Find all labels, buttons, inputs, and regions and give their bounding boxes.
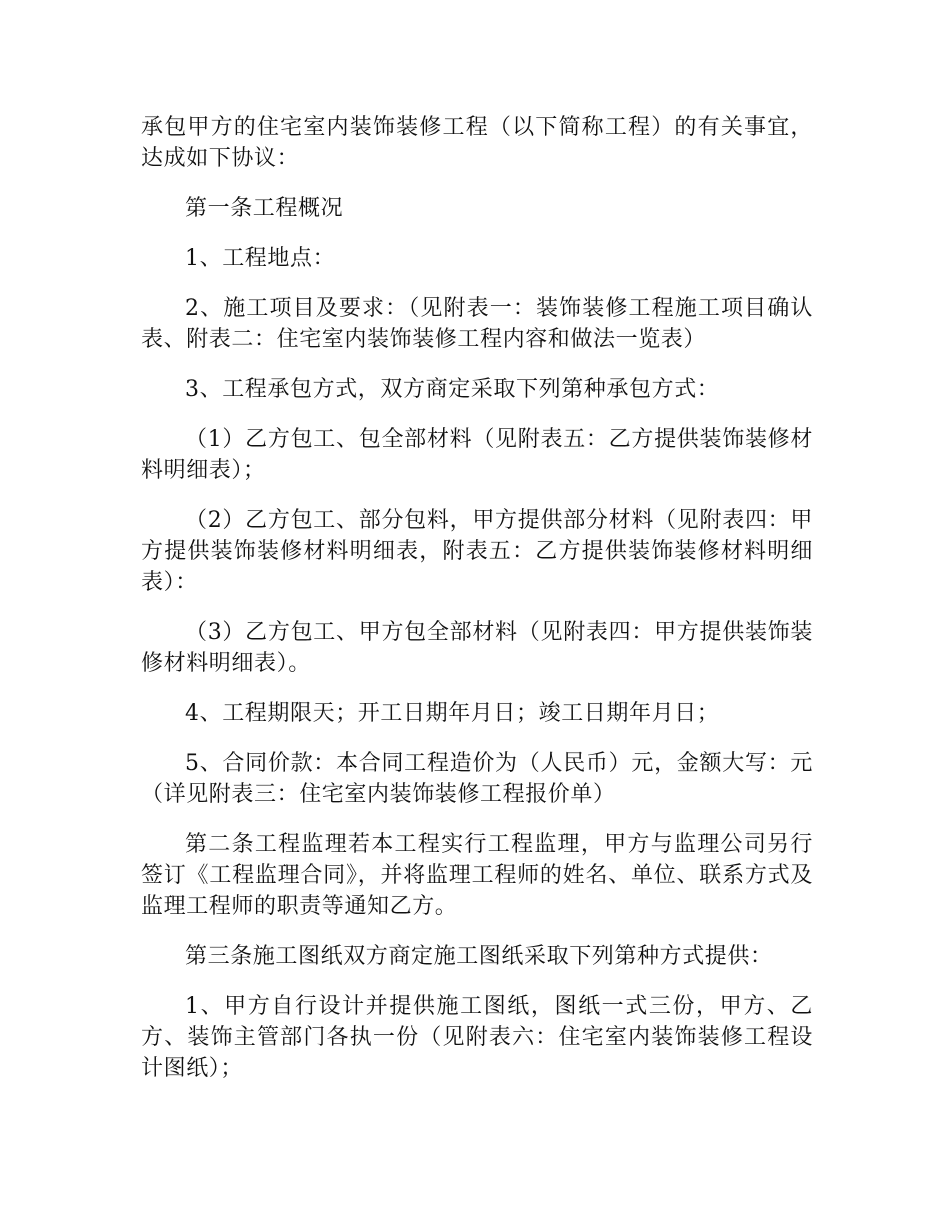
paragraph-project-location: 1、工程地点： bbox=[185, 246, 336, 271]
paragraph-contract-method: 3、工程承包方式，双方商定采取下列第种承包方式： bbox=[185, 377, 720, 402]
paragraph-option-2: （2）乙方包工、部分包料，甲方提供部分材料（见附表四：甲方提供装饰装修材料明细表，附表五：乙方提供装饰装修材料明细表）： bbox=[141, 508, 813, 595]
paragraph-option-1: （1）乙方包工、包全部材料（见附表五：乙方提供装饰装修材料明细表）； bbox=[141, 427, 813, 483]
paragraph-intro: 承包甲方的住宅室内装饰装修工程（以下简称工程）的有关事宜，达成如下协议： bbox=[141, 115, 813, 171]
paragraph-article-2: 第二条工程监理若本工程实行工程监理，甲方与监理公司另行签订《工程监理合同》，并将监理工程师的姓名、单位、联系方式及监理工程师的职责等通知乙方。 bbox=[141, 832, 813, 919]
paragraph-contract-price: 5、合同价款：本合同工程造价为（人民币）元，金额大写：元（详见附表三：住宅室内装饰装修工程报价单） bbox=[141, 751, 813, 807]
paragraph-project-period: 4、工程期限天；开工日期年月日；竣工日期年月日； bbox=[185, 701, 720, 726]
paragraph-drawings-option-1: 1、甲方自行设计并提供施工图纸，图纸一式三份，甲方、乙方、装饰主管部门各执一份（见附表六：住宅室内装饰装修工程设计图纸）； bbox=[141, 994, 813, 1081]
document-body bbox=[141, 112, 813, 1103]
paragraph-construction-items: 2、施工项目及要求：（见附表一：装饰装修工程施工项目确认表、附表二：住宅室内装饰装修工程内容和做法一览表） bbox=[141, 296, 813, 352]
paragraph-option-3: （3）乙方包工、甲方包全部材料（见附表四：甲方提供装饰装修材料明细表）。 bbox=[141, 620, 813, 676]
paragraph-article-3: 第三条施工图纸双方商定施工图纸采取下列第种方式提供： bbox=[185, 944, 773, 969]
paragraph-article-1-heading: 第一条工程概况 bbox=[185, 196, 344, 221]
